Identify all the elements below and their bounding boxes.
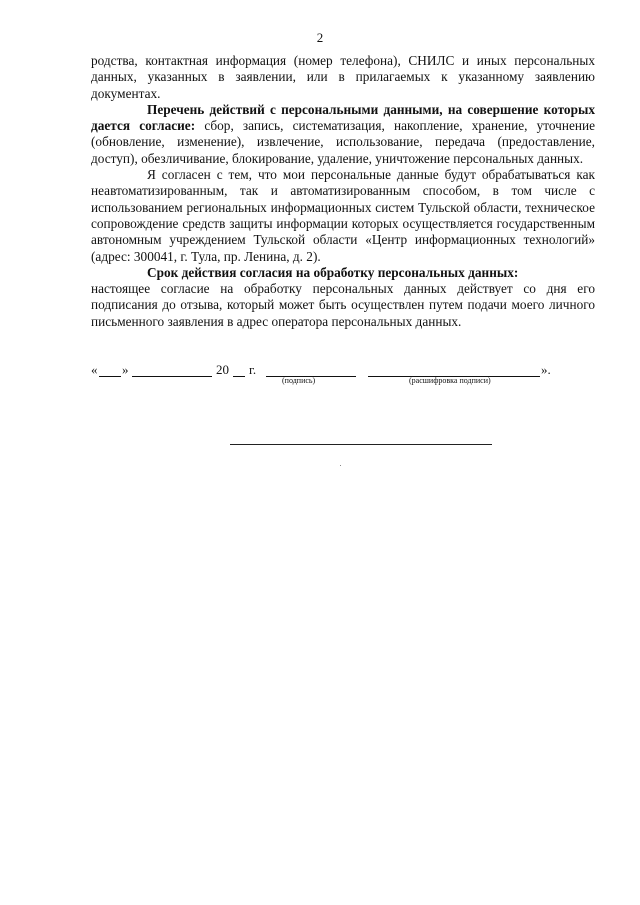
- year-suffix: г.: [249, 362, 257, 377]
- paragraph-actions: [91, 102, 595, 167]
- signature-row: [91, 362, 595, 396]
- actions-heading: Перечень действий с персональными данными, на совершение которых дается согласие:: [91, 101, 595, 134]
- decode-caption: (расшифровка подписи): [409, 376, 491, 385]
- signature-end: ».: [541, 362, 551, 377]
- page-number: 2: [316, 30, 324, 45]
- date-day-blank[interactable]: [99, 362, 121, 377]
- date-close-quote: »: [122, 362, 129, 377]
- date-month-blank[interactable]: [132, 362, 212, 377]
- date-open-quote: «: [91, 362, 98, 377]
- bottom-divider: [230, 444, 492, 445]
- validity-text: настоящее согласие на обработку персональных данных действует со дня его подписания до отзыва, который может быть осуществлен путем подачи моего личного письменного заявления в адрес оператора персональных данных.: [91, 281, 595, 329]
- paragraph-processing-method: Я согласен с тем, что мои персональные данные будут обрабатываться как неавтоматизированным, так и автоматизированным способом, в том числе с использованием региональных информационных систем Тульской области, техническое сопровождение средств защиты информации которых осуществляется государственным автономным учреждением Тульской области «Центр информационных технологий» (адрес: 300041, г. Тула, пр. Ленина, д. 2).: [91, 167, 595, 264]
- year-blank[interactable]: [233, 362, 245, 377]
- actions-text: сбор, запись, систематизация, накопление, хранение, уточнение (обновление, изменение), извлечение, использование, передача (предоставление, доступ), обезличивание, блокирование, удаление, уничтожение персональных данных.: [91, 118, 596, 166]
- signature-caption: (подпись): [282, 376, 316, 385]
- validity-heading: Срок действия согласия на обработку персональных данных:: [147, 264, 519, 280]
- signature-blank[interactable]: [266, 362, 356, 377]
- paragraph-personal-data-list: родства, контактная информация (номер телефона), СНИЛС и иных персональных данных, указанных в заявлении, или в прилагаемых к указанному заявлению документах.: [91, 53, 595, 101]
- signature-decode-blank[interactable]: [368, 362, 540, 377]
- scan-dot: [340, 465, 341, 466]
- year-prefix: 20: [216, 362, 229, 377]
- document-body: [91, 53, 595, 330]
